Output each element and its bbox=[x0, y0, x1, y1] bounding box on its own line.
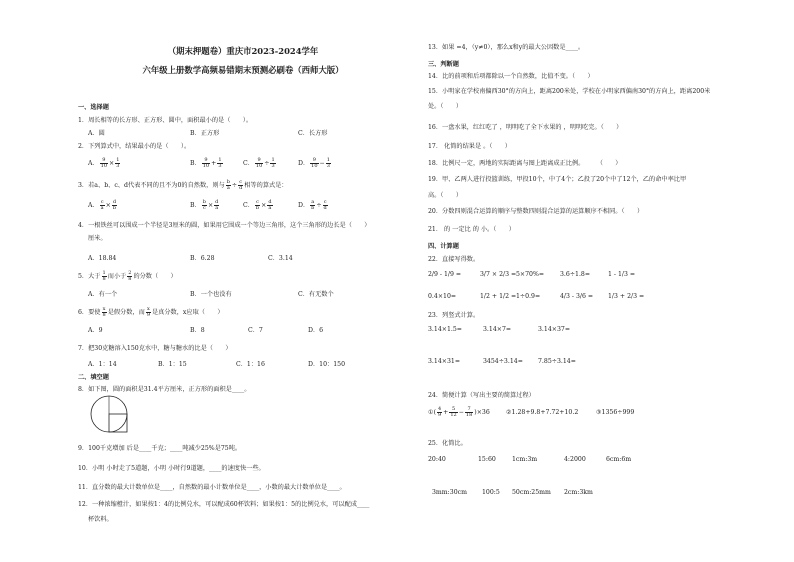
question-17: 17． 化简的结果是 。（ ） bbox=[428, 143, 511, 150]
question-13: 13．如果 =4，（y≠0），那么x和y的最大公因数是____。 bbox=[428, 44, 585, 51]
question-12-cont: 杯饮料。 bbox=[88, 516, 113, 523]
q5-option-a: A．有一个 bbox=[88, 291, 118, 298]
q22-item-3: 5×70%= bbox=[516, 271, 545, 278]
section-fill: 二、填空题 bbox=[78, 374, 109, 381]
question-14: 14．比的前项和后项都除以一个自然数，比值不变。（ ） bbox=[428, 73, 594, 80]
question-24: 24．简便计算（写出主要的简算过程） bbox=[428, 392, 535, 399]
q25-item-4: 4:2000 bbox=[564, 456, 586, 463]
question-18: 18．比例尺一定，两地的实际距离与图上距离成正比例。 （ ） bbox=[428, 160, 622, 167]
q23-item-4: 3.14×31= bbox=[428, 358, 461, 365]
question-4-cont: 厘米。 bbox=[88, 235, 107, 242]
question-8: 8．如下图，圆的面积是31.4平方厘米，正方形的面积是____。 bbox=[78, 386, 251, 393]
q22-item-1: 2/9 - 1/9 = bbox=[428, 271, 462, 278]
q5-option-b: B．一个也没有 bbox=[190, 291, 232, 298]
q2-option-c: C． $\frac{9}{10}$ ÷ $\frac{1}{3}$ bbox=[243, 157, 275, 169]
q22-item-6: 0.4×10= bbox=[428, 293, 457, 300]
q7-option-a: A．1：14 bbox=[88, 361, 117, 368]
question-11: 11．直分数的最大计数单位是____，自然数的最小计数单位是____，小数的最大计数单位是____。 bbox=[78, 484, 346, 491]
q23-item-2: 3.14×7= bbox=[483, 326, 512, 333]
q25-item-1: 20:40 bbox=[428, 456, 446, 463]
question-3: 3．若a、b、c、d代表不同的且不为0的自然数，则与 $\frac{b}{a}$ ÷ $\frac{c}{d}$ 相等的算式是： bbox=[78, 179, 288, 191]
question-15: 15．小明家在学校南偏西30°的方向上，距离200米处，学校在小明家西偏南30°的方向上，距离200米 bbox=[428, 88, 711, 95]
q25-item-8: 50cm:25mm bbox=[512, 489, 551, 496]
q1-option-c: C．长方形 bbox=[298, 130, 328, 137]
question-22: 22．直接写得数。 bbox=[428, 256, 480, 263]
q3-option-c: C． $\frac{c}{b}$ × $\frac{d}{a}$ bbox=[243, 199, 272, 211]
question-20: 20．分数四则混合运算的顺序与整数四则混合运算的运算顺序不相同。（ ） bbox=[428, 208, 644, 215]
question-25: 25．化简比。 bbox=[428, 440, 467, 447]
q7-option-d: D．10：150 bbox=[308, 361, 346, 368]
q24-item-2: ②1.28+9.8+7.72+10.2 bbox=[506, 409, 579, 416]
q25-item-5: 6cm:6m bbox=[606, 456, 632, 463]
page-title-line2: 六年级上册数学高频易错期末预测必刷卷（西师大版） bbox=[142, 65, 344, 75]
q4-option-c: C．3.14 bbox=[268, 255, 293, 262]
q22-item-7: 1/2 + 1/2 = bbox=[480, 293, 517, 300]
q1-option-b: B．正方形 bbox=[190, 130, 220, 137]
q23-item-5: 3454÷3.14= bbox=[483, 358, 523, 365]
q22-item-2: 3/7 × 2/3 = bbox=[480, 271, 517, 278]
question-5: 5．大于 $\frac{1}{8}$ 而小于 $\frac{2}{8}$ 的分数（ ） bbox=[78, 270, 177, 282]
question-9: 9．100千克增加 后是____千克；____吨减少25%是75吨。 bbox=[78, 445, 242, 452]
question-10: 10．小明 小时走了5道题，小明 小时行9道题，____的速度快一些。 bbox=[78, 465, 265, 472]
q22-item-10: 1/3 + 2/3 = bbox=[608, 293, 645, 300]
q22-item-4: 3.6÷1.8= bbox=[560, 271, 591, 278]
q24-item-3: ③1356÷999 bbox=[596, 409, 635, 416]
question-7: 7．把30克糖溶入150克水中，糖与糖水的比是（ ） bbox=[78, 345, 232, 352]
q2-option-a: A． $\frac{9}{10}$ × $\frac{1}{3}$ bbox=[88, 157, 120, 169]
q6-option-a: A．9 bbox=[88, 327, 103, 334]
question-2: 2．下列算式中，结果最小的是（ ）。 bbox=[78, 143, 191, 150]
q22-item-9: 4/3 - 3/6 = bbox=[560, 293, 594, 300]
q3-option-a: A． $\frac{c}{a}$ × $\frac{d}{b}$ bbox=[88, 199, 117, 211]
question-1: 1．周长相等的长方形、正方形、圆中，面积最小的是（ ）。 bbox=[78, 117, 253, 124]
q2-option-b: B． $\frac{9}{10}$ + $\frac{1}{3}$ bbox=[190, 157, 222, 169]
q1-option-a: A．圆 bbox=[88, 130, 105, 137]
q25-item-3: 1cm:3m bbox=[512, 456, 538, 463]
question-6: 6．要使 $\frac{x}{8}$ 是假分数，而 $\frac{x}{9}$ 是真分数，x应取（ ） bbox=[78, 306, 224, 318]
q6-option-b: B．8 bbox=[190, 327, 205, 334]
q3-option-d: D． $\frac{a}{b}$ ÷ $\frac{c}{d}$ bbox=[298, 199, 327, 211]
q3-option-b: B． $\frac{b}{c}$ × $\frac{d}{a}$ bbox=[190, 199, 219, 211]
section-choice: 一、选择题 bbox=[78, 104, 109, 111]
page-title-line1: （期末押题卷）重庆市2023-2024学年 bbox=[167, 46, 319, 56]
question-4: 4．一根铁丝可以围成一个半径是3厘米的圆，如果用它围成一个等边三角形，这个三角形的边长是（ ） bbox=[78, 222, 371, 229]
q25-item-7: 100:5 bbox=[482, 489, 500, 496]
question-15-cont: 处。（ ） bbox=[428, 103, 463, 110]
q24-item-1: ①( $\frac{4}{9}$ + $\frac{5}{12}$ − $\frac{7}{18}$ )×36 bbox=[428, 406, 490, 418]
q22-item-5: 1 - 1/3 = bbox=[608, 271, 636, 278]
q7-option-c: C．1：16 bbox=[236, 361, 265, 368]
q23-item-3: 3.14×37= bbox=[538, 326, 571, 333]
q25-item-9: 2cm:3km bbox=[564, 489, 593, 496]
question-19: 19．甲、乙两人进行投篮训练，甲投10个，中了4个；乙投了20个中了12个，乙的命中率比甲 bbox=[428, 176, 687, 183]
q22-item-8: 1÷0.9= bbox=[516, 293, 541, 300]
q5-option-c: C．有无数个 bbox=[298, 291, 334, 298]
question-21: 21． 的 一定比 的 小。（ ） bbox=[428, 226, 515, 233]
q23-item-1: 3.14×1.5= bbox=[428, 326, 462, 333]
question-19-cont: 高。（ ） bbox=[428, 192, 463, 199]
q4-option-a: A．18.84 bbox=[88, 255, 117, 262]
q6-option-c: C．7 bbox=[248, 327, 263, 334]
question-12: 12．一种浓缩橙汁，如果按1：4的比例兑水，可以配成60杯饮料；如果按1：5的比例兑水，可以配成____ bbox=[78, 501, 370, 508]
q4-option-b: B．6.28 bbox=[190, 255, 215, 262]
q25-item-6: 3mm:30cm bbox=[432, 489, 467, 496]
section-calc: 四、计算题 bbox=[428, 243, 459, 250]
question-16: 16．一盘水果，红红吃了 ，明明吃了全下水果的 ，明明吃完。（ ） bbox=[428, 124, 623, 131]
section-judge: 三、判断题 bbox=[428, 61, 459, 68]
q6-option-d: D．6 bbox=[308, 327, 324, 334]
question-23: 23．列竖式计算。 bbox=[428, 312, 480, 319]
q2-option-d: D． $\frac{9}{10}$ − $\frac{1}{3}$ bbox=[298, 157, 330, 169]
q23-item-6: 7.85÷3.14= bbox=[538, 358, 576, 365]
q7-option-b: B．1：15 bbox=[158, 361, 187, 368]
circle-square-figure bbox=[90, 395, 128, 433]
q25-item-2: 15:60 bbox=[478, 456, 496, 463]
